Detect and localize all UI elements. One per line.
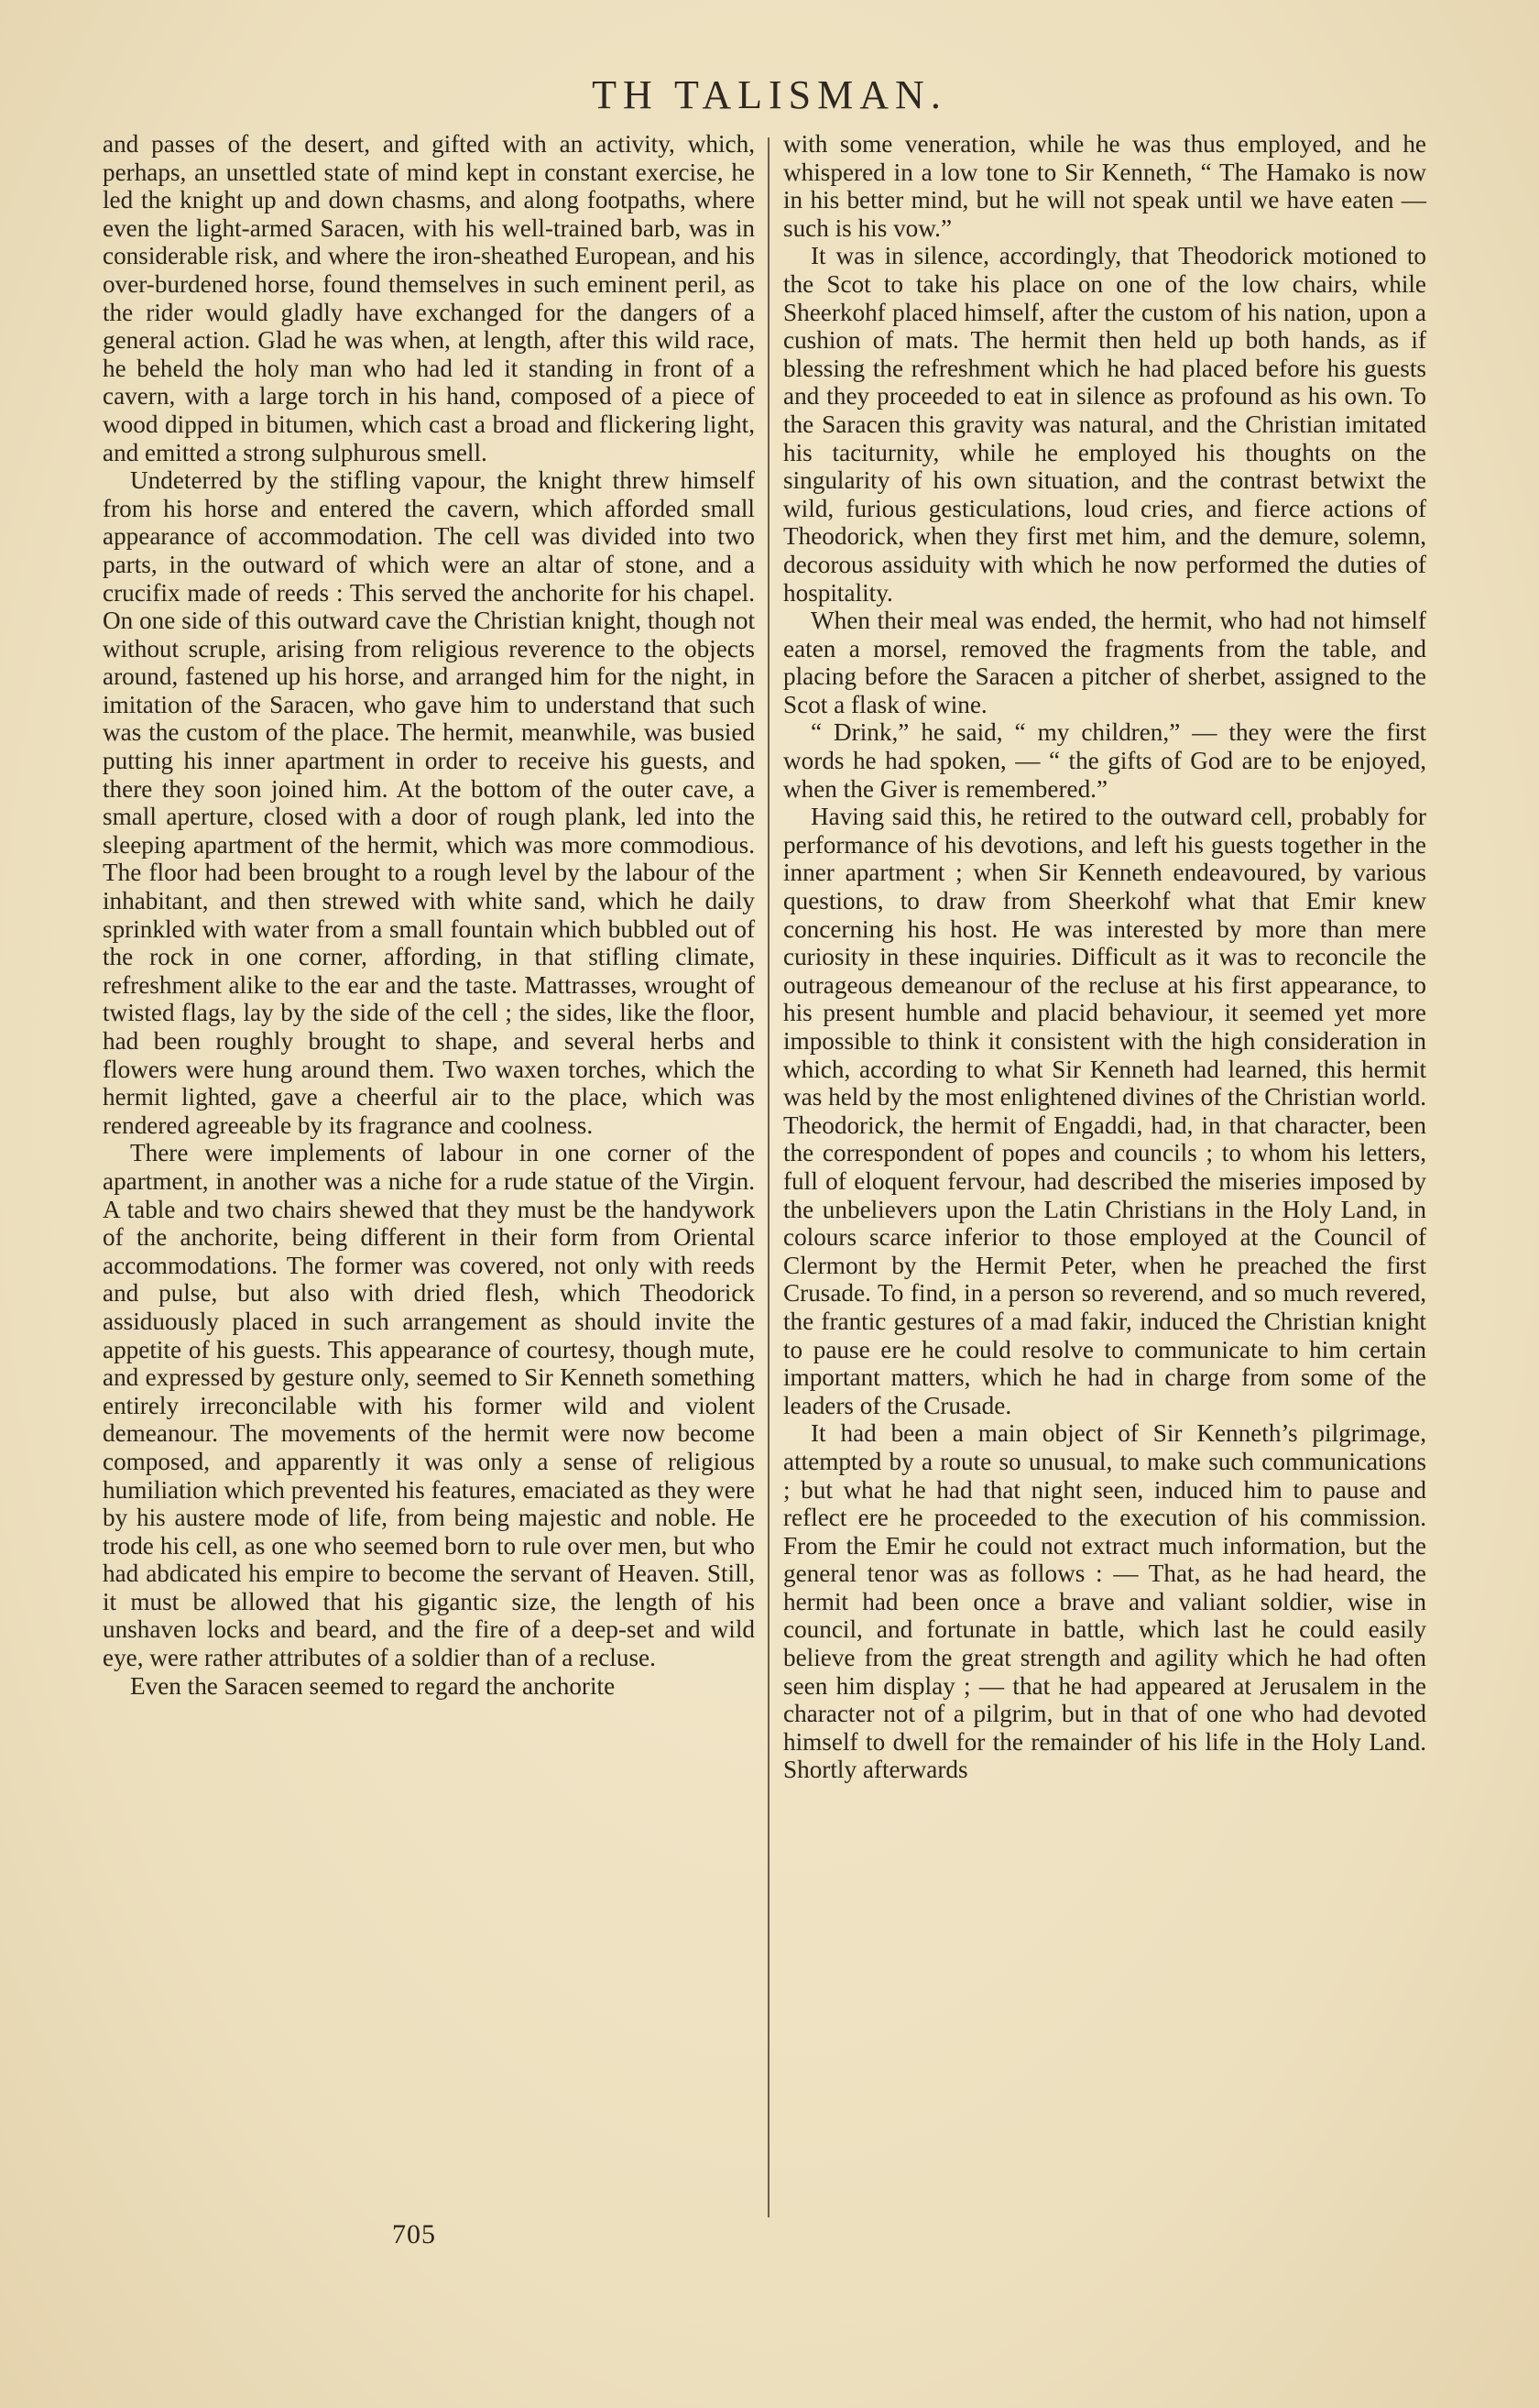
paragraph: When their meal was ended, the hermit, who had not himself eaten a morsel, removed the fragments from the table, and placing before the Saracen a pitcher of sherbet, assigned to the Scot a flask of wine. [783,607,1426,718]
paragraph: Even the Saracen seemed to regard the anchorite [130,1671,616,1700]
paragraph: Having said this, he retired to the outward cell, probably for performance of his devotions, and left his guests together in the inner apartment ; when Sir Kenneth endeavoured, by various questions, to draw from Sheerkohf what that Emir knew concerning his host. He was interested by more than mere curiosity in these inquiries. Difficult as it was to reconcile the outrageous demeanour of the recluse at his first appearance, to his present humble and placid behaviour, it seemed yet more impossible to think it consistent with the high consideration in which, according to what Sir Kenneth had learned, this hermit was held by the most enlightened divines of the Christian world. Theodorick, the hermit of Engaddi, had, in that character, been the correspondent of popes and councils ; to whom his letters, full of eloquent fervour, had described the miseries imposed by the unbelievers upon the Latin Christians in the Holy Land, in colours scarce inferior to those employed at the Council of Clermont by the Hermit Peter, when he preached the first Crusade. To find, in a person so reverend, and so much revered, the frantic gestures of a mad fakir, induced the Christian knight to pause ere he could resolve to communicate to him certain important matters, which he had in charge from some of the leaders of the Crusade. [783,803,1426,1419]
paragraph: There were implements of labour in one corner of the apartment, in another was a niche for a rude statue of the Virgin. A table and two chairs shewed that they must be the handywork of the anchorite, being different in their form from Oriental accommodations. The former was covered, not only with reeds and pulse, but also with dried flesh, which Theodorick assiduously placed in such arrangement as should invite the appetite of his guests. This appearance of courtesy, though mute, and expressed by gesture only, seemed to Sir Kenneth something entirely irreconcilable with his former wild and violent demeanour. The movements of the hermit were now become composed, and apparently it was only a sense of religious humiliation which prevented his features, emaciated as they were by his austere mode of life, from being majestic and noble. He trode his cell, as one who seemed born to rule over men, but who had abdicated his empire to become the servant of Heaven. Still, it must be allowed that his gigantic size, the length of his unshaven locks and beard, and the fire of a deep-set and wild eye, were rather attributes of a soldier than of a recluse. [103,1139,755,1672]
page-number: 705 [392,2219,436,2249]
paragraph: Undeterred by the stifling vapour, the knight threw himself from his horse and entered the cavern, which afforded small appearance of accommodation. The cell was divided into two parts, in the outward of which were an altar of stone, and a crucifix made of reeds : This served the anchorite for his chapel. On one side of this outward cave the Christian knight, though not without scruple, arising from religious reverence to the objects around, fastened up his horse, and arranged him for the night, in imitation of the Saracen, who gave him to understand that such was the custom of the place. The hermit, meanwhile, was busied putting his inner apartment in order to receive his guests, and there they soon joined him. At the bottom of the outer cave, a small aperture, closed with a door of rough plank, led into the sleeping apartment of the hermit, which was more commodious. The floor had been brought to a rough level by the labour of the inhabitant, and then strewed with white sand, which he daily sprinkled with water from a small fountain which bubbled out of the rock in one corner, affording, in that stifling climate, refreshment alike to the ear and the taste. Mattrasses, wrought of twisted flags, lay by the side of the cell ; the sides, like the floor, had been roughly brought to shape, and several herbs and flowers were hung around them. Two waxen torches, which the hermit lighted, gave a cheerful air to the place, which was rendered agreeable by its fragrance and coolness. [103,466,755,1139]
paragraph: “ Drink,” he said, “ my children,” — they were the first words he had spoken, — “ the gifts of God are to be enjoyed, when the Giver is remembered.” [783,718,1426,803]
left-column [103,130,755,1700]
paragraph: and passes of the desert, and gifted with an activity, which, perhaps, an unsettled state of mind kept in constant exercise, he led the knight up and down chasms, and along footpaths, where even the light-armed Saracen, with his well-trained barb, was in considerable risk, and where the iron-sheathed European, and his over-burdened horse, found themselves in such eminent peril, as the rider would gladly have exchanged for the dangers of a general action. Glad he was when, at length, after this wild race, he beheld the holy man who had led it standing in front of a cavern, with a large torch in his hand, composed of a piece of wood dipped in bitumen, which cast a broad and flickering light, and emitted a strong sulphurous smell. [103,130,755,466]
right-column [783,130,1426,1784]
column-divider [768,137,770,2217]
paragraph: It was in silence, accordingly, that Theodorick motioned to the Scot to take his place on one of the low chairs, while Sheerkohf placed himself, after the custom of his nation, upon a cushion of mats. The hermit then held up both hands, as if blessing the refreshment which he had placed before his guests and they proceeded to eat in silence as profound as his own. To the Saracen this gravity was natural, and the Christian imitated his taciturnity, while he employed his thoughts on the singularity of his own situation, and the contrast betwixt the wild, furious gesticulations, loud cries, and fierce actions of Theodorick, when they first met him, and the demure, solemn, decorous assiduity with which he now performed the duties of hospitality. [783,242,1426,607]
paragraph: It had been a main object of Sir Kenneth’s pilgrimage, attempted by a route so unusual, to make such communications ; but what he had that night seen, induced him to pause and reflect ere he proceeded to the execution of his commission. From the Emir he could not extract much information, but the general tenor was as follows : — That, as he had heard, the hermit had been once a brave and valiant soldier, wise in council, and fortunate in battle, which last he could easily believe from the great strength and agility which he had often seen him display ; — that he had appeared at Jerusalem in the character not of a pilgrim, but in that of one who had devoted himself to dwell for the remainder of his life in the Holy Land. Shortly afterwards [783,1419,1426,1784]
paragraph: with some veneration, while he was thus employed, and he whispered in a low tone to Sir Kenneth, “ The Hamako is now in his better mind, but he will not speak until we have eaten — such is his vow.” [783,130,1426,242]
running-title: TH TALISMAN. [592,72,947,117]
